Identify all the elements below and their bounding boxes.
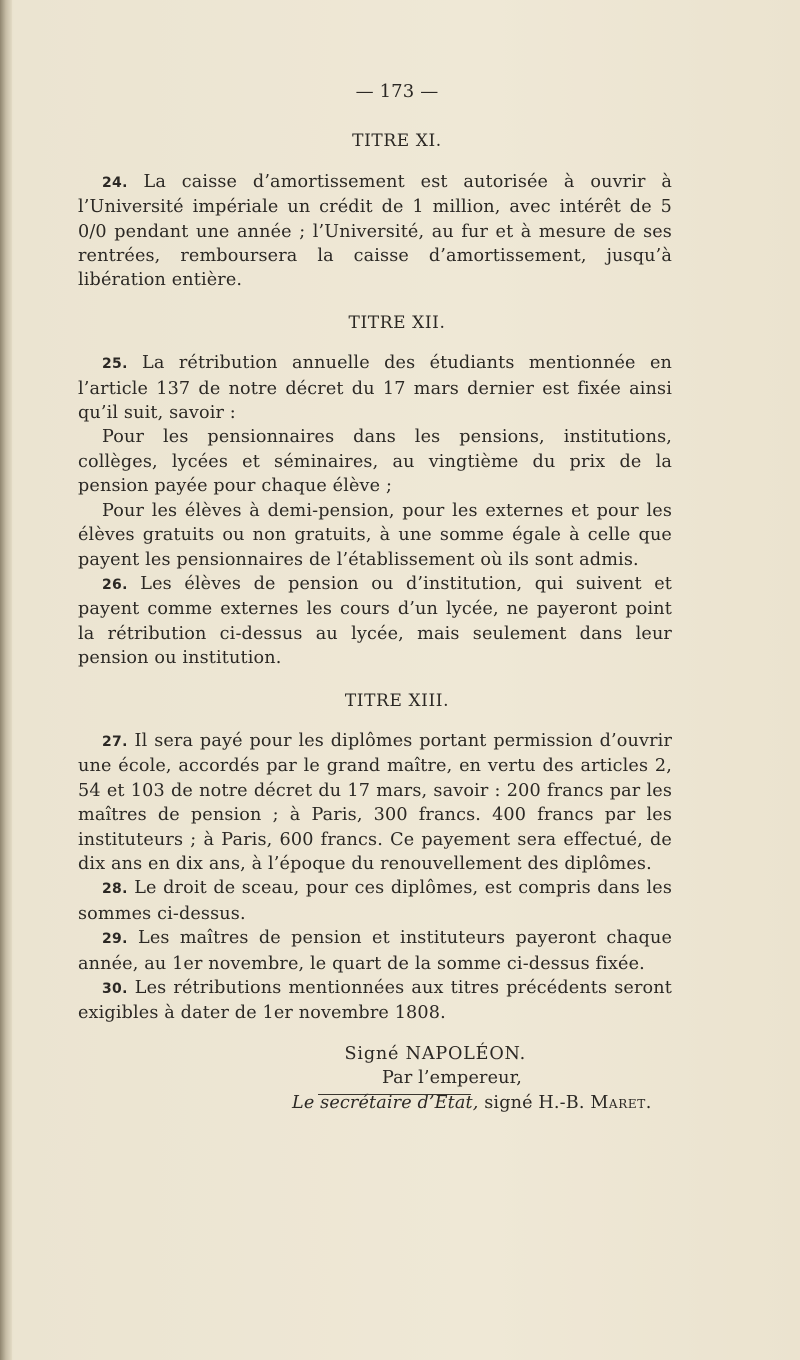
article-number: 25. bbox=[102, 356, 128, 373]
article-number: 24. bbox=[102, 174, 128, 191]
paragraph-text: Pour les pensionnaires dans les pensions, institutions, collèges, lycées et séminaires, au vingtième du prix de la pension payée pour chaque élève ; bbox=[78, 427, 672, 497]
article-25 bbox=[78, 351, 672, 425]
article-28 bbox=[78, 876, 672, 926]
article-text: La caisse d’amortissement est autorisée à ouvrir à l’Université impériale un crédit de 1 million, avec intérêt de 5 0/0 pendant une année ; l’Université, au fur et à mesure de ses rentrées, remboursera la caisse d’amortissement, jusqu’à libération entière. bbox=[78, 171, 672, 291]
signature-napoleon: Signé NAPOLÉON. bbox=[344, 1043, 526, 1064]
secretary-signed: signé H.-B. bbox=[484, 1092, 585, 1113]
section-title-xiii: TITRE XIII. bbox=[344, 690, 450, 711]
article-24 bbox=[78, 170, 672, 293]
article-text: Les rétributions mentionnées aux titres précédents seront exigibles à dater de 1er novembre 1808. bbox=[78, 978, 673, 1024]
article-number: 29. bbox=[102, 931, 128, 948]
article-number: 26. bbox=[102, 576, 128, 593]
article-text: Il sera payé pour les diplômes portant permission d’ouvrir une école, accordés par le grand maître, en vertu des articles 2, 54 et 103 de notre décret du 17 mars, savoir : 200 francs par les maîtres de pension ; à Paris, 300 francs. 400 francs par les instituteurs ; à Paris, 600 francs. Ce payement sera effectué, de dix ans en dix ans, à l’époque du renouvellement des diplômes. bbox=[78, 730, 673, 874]
document-body bbox=[78, 80, 672, 1115]
secretary-name: Maret. bbox=[590, 1092, 652, 1113]
signature-block bbox=[78, 1042, 672, 1091]
article-number: 30. bbox=[102, 981, 128, 997]
article-29 bbox=[78, 926, 672, 976]
article-25-paragraph-demi-pension bbox=[78, 499, 672, 572]
secretary-label: Le secrétaire d’Etat, bbox=[292, 1092, 479, 1113]
article-text: Les maîtres de pension et instituteurs payeront chaque année, au 1er novembre, le quart de la somme ci-dessus fixée. bbox=[78, 928, 673, 974]
closing-rule bbox=[318, 1094, 471, 1095]
article-text: Les élèves de pension ou d’institution, qui suivent et payent comme externes les cours d’un lycée, ne payeront point la rétribution ci-dessus au lycée, mais seulement dans leur pension ou institution. bbox=[78, 573, 673, 669]
article-text: Le droit de sceau, pour ces diplômes, est compris dans les sommes ci-dessus. bbox=[78, 878, 672, 924]
article-27 bbox=[78, 729, 672, 876]
article-text: La rétribution annuelle des étudiants mentionnée en l’article 137 de notre décret du 17 mars dernier est fixée ainsi qu’il suit, savoir : bbox=[78, 353, 672, 424]
page-number: — 173 — bbox=[355, 81, 439, 102]
article-26 bbox=[78, 572, 672, 671]
article-25-paragraph-pensionnaires bbox=[78, 425, 672, 498]
article-number: 27. bbox=[102, 733, 128, 750]
section-title-xi: TITRE XI. bbox=[352, 131, 442, 152]
paragraph-text: Pour les élèves à demi-pension, pour les externes et pour les élèves gratuits ou non gratuits, à une somme égale à celle que payent les pensionnaires de l’établissement où ils sont admis. bbox=[78, 500, 672, 570]
signature-par-empereur: Par l’empereur, bbox=[381, 1068, 522, 1089]
page-binding-edge bbox=[0, 0, 12, 1360]
article-30 bbox=[78, 976, 672, 1026]
article-number: 28. bbox=[102, 881, 128, 898]
section-title-xii: TITRE XII. bbox=[348, 312, 446, 333]
